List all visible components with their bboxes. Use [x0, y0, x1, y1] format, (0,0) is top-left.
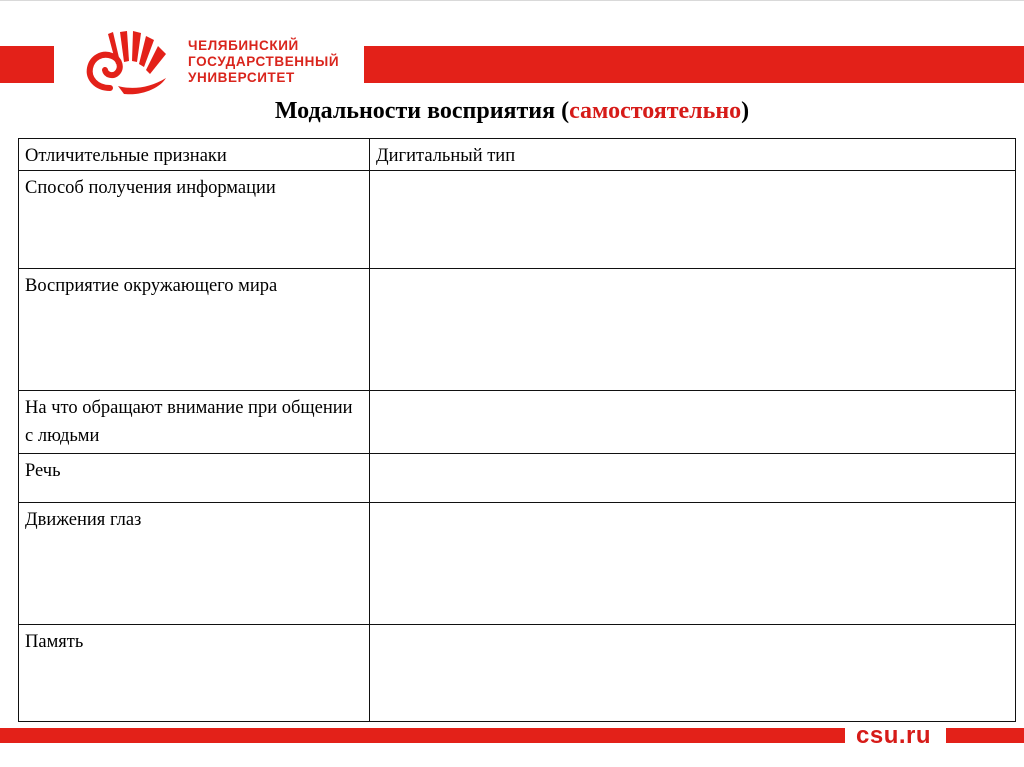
modality-table — [18, 138, 1016, 722]
row-label: Способ получения информации — [19, 171, 370, 269]
row-value — [370, 454, 1016, 503]
row-value — [370, 171, 1016, 269]
footer-site-link[interactable]: csu.ru — [856, 722, 932, 749]
table-row — [19, 454, 1016, 503]
table-row — [19, 625, 1016, 722]
university-name-line-2: ГОСУДАРСТВЕННЫЙ — [188, 54, 340, 69]
title-main: Модальности восприятия ( — [274, 98, 570, 124]
row-value — [370, 625, 1016, 722]
table-row — [19, 171, 1016, 269]
university-logo-icon — [80, 28, 184, 98]
header-cell-digital-type: Дигитальный тип — [370, 139, 1016, 171]
title-highlight: самостоятельно — [569, 98, 742, 124]
row-value — [370, 503, 1016, 625]
row-label: Память — [19, 625, 370, 722]
slide-top-border — [0, 0, 1024, 1]
table-row — [19, 503, 1016, 625]
row-value — [370, 269, 1016, 391]
header-red-bar-left — [0, 46, 54, 83]
title-end: ) — [741, 98, 750, 124]
row-label: На что обращают внимание при общении с людьми — [19, 391, 370, 454]
slide-title — [0, 98, 1024, 125]
table-row — [19, 269, 1016, 391]
footer-red-bar-right — [946, 728, 1024, 743]
row-label: Речь — [19, 454, 370, 503]
university-name-line-1: ЧЕЛЯБИНСКИЙ — [188, 38, 299, 53]
header-cell-features: Отличительные признаки — [19, 139, 370, 171]
footer-red-bar-left — [0, 728, 845, 743]
table-header-row — [19, 139, 1016, 171]
header-red-bar-right — [364, 46, 1024, 83]
row-label: Восприятие окружающего мира — [19, 269, 370, 391]
row-label: Движения глаз — [19, 503, 370, 625]
university-name-line-3: УНИВЕРСИТЕТ — [188, 70, 295, 85]
university-name — [188, 38, 339, 86]
table-row — [19, 391, 1016, 454]
row-value — [370, 391, 1016, 454]
